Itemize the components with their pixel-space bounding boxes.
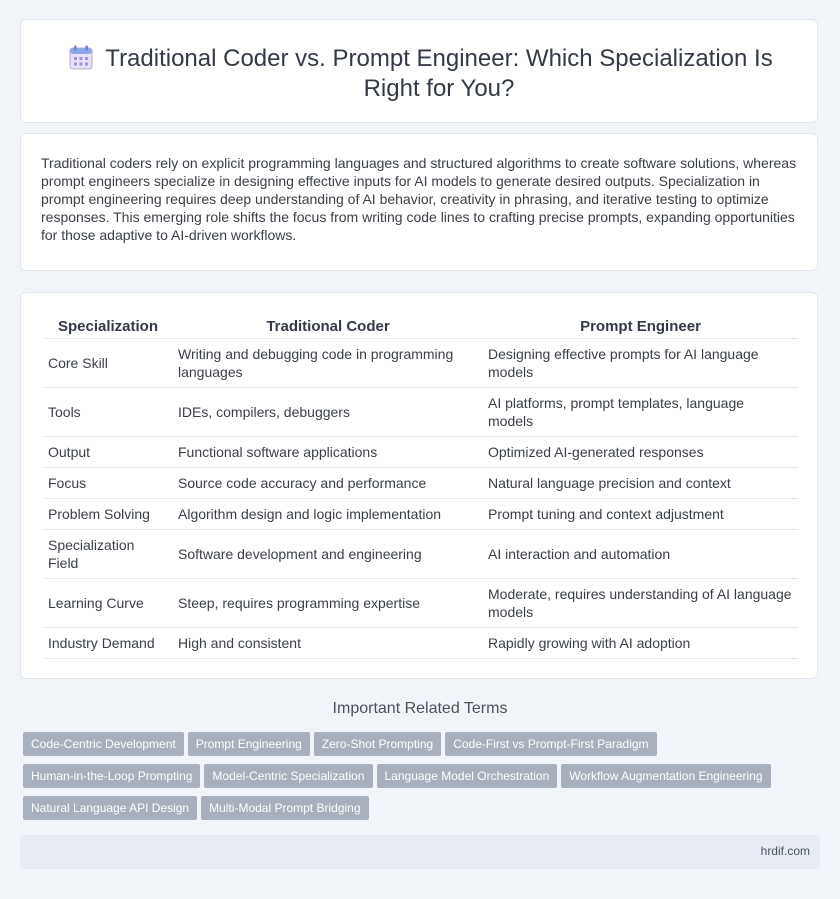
intro-card <box>20 133 818 271</box>
comparison-table <box>43 314 798 659</box>
column-header-traditional-coder: Traditional Coder <box>173 314 483 339</box>
table-row <box>43 388 798 437</box>
prompt-engineer-cell: Designing effective prompts for AI language models <box>483 339 798 388</box>
row-label: Output <box>43 437 173 468</box>
tag-multi-modal-prompt-bridging[interactable]: Multi-Modal Prompt Bridging <box>201 796 368 820</box>
row-label: Core Skill <box>43 339 173 388</box>
prompt-engineer-cell: Prompt tuning and context adjustment <box>483 499 798 530</box>
tag-model-centric-specialization[interactable]: Model-Centric Specialization <box>204 764 372 788</box>
column-header-specialization: Specialization <box>43 314 173 339</box>
traditional-coder-cell: Algorithm design and logic implementation <box>173 499 483 530</box>
related-terms-tags <box>23 732 813 828</box>
traditional-coder-cell: Writing and debugging code in programming languages <box>173 339 483 388</box>
row-label: Industry Demand <box>43 628 173 659</box>
tag-code-centric-development[interactable]: Code-Centric Development <box>23 732 184 756</box>
prompt-engineer-cell: Rapidly growing with AI adoption <box>483 628 798 659</box>
table-header-row <box>43 314 798 339</box>
traditional-coder-cell: IDEs, compilers, debuggers <box>173 388 483 437</box>
table-row <box>43 339 798 388</box>
table-row <box>43 437 798 468</box>
table-row <box>43 468 798 499</box>
tag-prompt-engineering[interactable]: Prompt Engineering <box>188 732 310 756</box>
footer-domain[interactable]: hrdif.com <box>760 844 810 858</box>
comparison-table-card <box>20 292 818 679</box>
row-label: Specialization Field <box>43 530 173 579</box>
table-row <box>43 579 798 628</box>
tag-zero-shot-prompting[interactable]: Zero-Shot Prompting <box>314 732 441 756</box>
prompt-engineer-cell: Natural language precision and context <box>483 468 798 499</box>
traditional-coder-cell: Software development and engineering <box>173 530 483 579</box>
row-label: Focus <box>43 468 173 499</box>
prompt-engineer-cell: Optimized AI-generated responses <box>483 437 798 468</box>
tag-human-in-the-loop-prompting[interactable]: Human-in-the-Loop Prompting <box>23 764 200 788</box>
row-label: Learning Curve <box>43 579 173 628</box>
footer <box>20 835 820 869</box>
row-label: Problem Solving <box>43 499 173 530</box>
tag-workflow-augmentation-engineering[interactable]: Workflow Augmentation Engineering <box>561 764 770 788</box>
tag-code-first-vs-prompt-first[interactable]: Code-First vs Prompt-First Paradigm <box>445 732 656 756</box>
tag-natural-language-api-design[interactable]: Natural Language API Design <box>23 796 197 820</box>
traditional-coder-cell: Steep, requires programming expertise <box>173 579 483 628</box>
prompt-engineer-cell: Moderate, requires understanding of AI language models <box>483 579 798 628</box>
intro-paragraph: Traditional coders rely on explicit programming languages and structured algorithms to create software solutions, whereas prompt engineers specialize in designing effective inputs for AI models to generate desired outputs. Specialization in prompt engineering requires deep understanding of AI behavior, creativity in phrasing, and iterative testing to optimize responses. This emerging role shifts the focus from writing code lines to crafting precise prompts, expanding opportunities for those adaptive to AI-driven workflows. <box>41 155 797 243</box>
tag-language-model-orchestration[interactable]: Language Model Orchestration <box>377 764 558 788</box>
row-label: Tools <box>43 388 173 437</box>
column-header-prompt-engineer: Prompt Engineer <box>483 314 798 339</box>
traditional-coder-cell: High and consistent <box>173 628 483 659</box>
table-row <box>43 628 798 659</box>
page-title: Traditional Coder vs. Prompt Engineer: Which Specialization Is Right for You? <box>105 45 773 102</box>
related-terms-title: Important Related Terms <box>332 700 508 717</box>
prompt-engineer-cell: AI platforms, prompt templates, language models <box>483 388 798 437</box>
table-row <box>43 499 798 530</box>
traditional-coder-cell: Source code accuracy and performance <box>173 468 483 499</box>
table-row <box>43 530 798 579</box>
prompt-engineer-cell: AI interaction and automation <box>483 530 798 579</box>
title-card <box>20 19 818 123</box>
traditional-coder-cell: Functional software applications <box>173 437 483 468</box>
